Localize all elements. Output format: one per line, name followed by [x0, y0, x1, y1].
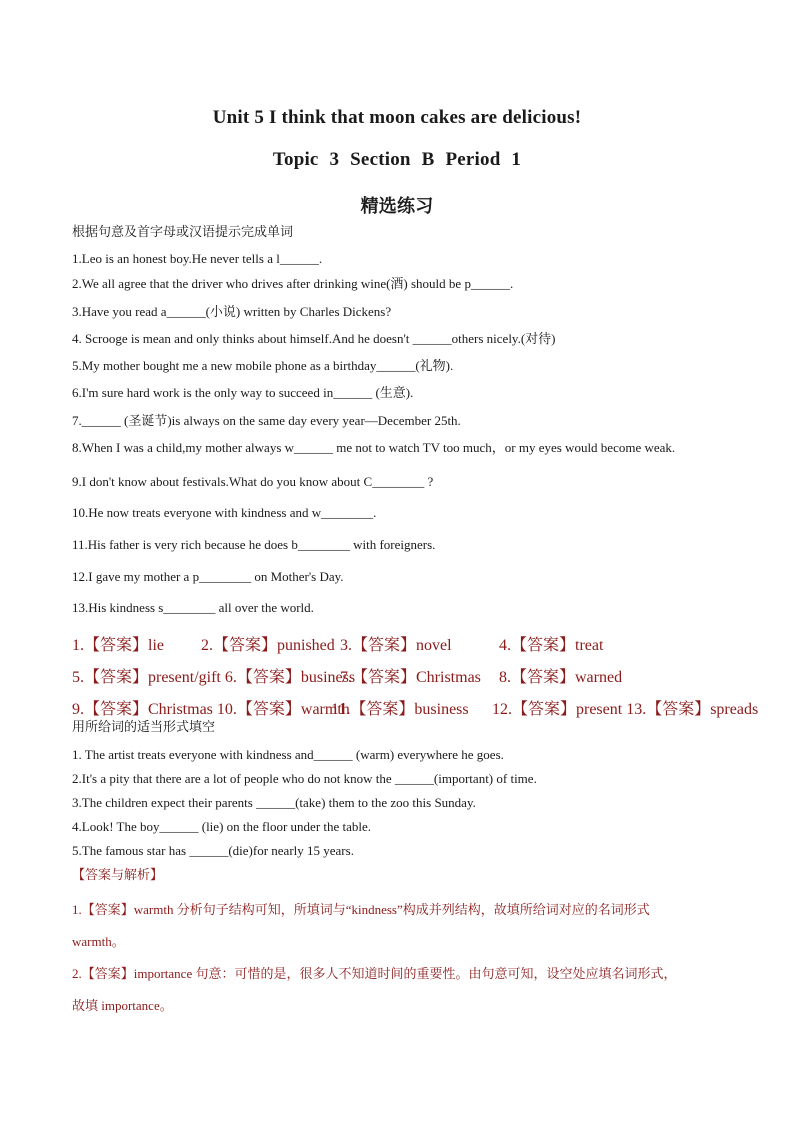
answer-text: 5.【答案】present/gift 6.【答案】business: [72, 669, 356, 686]
unit-title: Unit 5 I think that moon cakes are delicious!: [212, 107, 582, 128]
analysis-heading: 【答案与解析】: [72, 868, 164, 883]
exercise-item: 7.______ (圣诞节)is always on the same day every year—December 25th.: [72, 413, 461, 428]
exercise-item: 6.I'm sure hard work is the only way to succeed in______ (生意).: [72, 385, 414, 400]
section-title: 精选练习: [360, 196, 434, 217]
exercise-item: 1. The artist treats everyone with kindness and______ (warm) everywhere he goes.: [72, 747, 504, 762]
answer-text: 4.【答案】treat: [499, 637, 604, 654]
answer-text: 2.【答案】punished: [201, 637, 335, 654]
exercise-item: 10.He now treats everyone with kindness and w________.: [72, 505, 377, 520]
exercise-item: 5.My mother bought me a new mobile phone as a birthday______(礼物).: [72, 358, 454, 373]
exercise-item: 8.When I was a child,my mother always w______ me not to watch TV too much，or my eyes would become weak.: [72, 440, 676, 455]
exercise-item: 1.Leo is an honest boy.He never tells a l______.: [72, 251, 323, 266]
part2-heading: 用所给词的适当形式填空: [72, 720, 216, 735]
answer-text: 9.【答案】Christmas 10.【答案】warmth: [72, 701, 350, 718]
exercise-item: 2.We all agree that the driver who drives after drinking wine(酒) should be p______.: [72, 276, 514, 291]
exercise-item: 9.I don't know about festivals.What do you know about C________ ?: [72, 474, 434, 489]
topic-title: Topic 3 Section B Period 1: [272, 149, 522, 170]
exercise-item: 4. Scrooge is mean and only thinks about himself.And he doesn't ______others nicely.(对待): [72, 331, 556, 346]
answer-text: 3.【答案】novel: [340, 637, 452, 654]
analysis-text: 2.【答案】importance 句意：可惜的是，很多人不知道时间的重要性。由句意可知，设空处应填名词形式，: [72, 966, 677, 981]
exercise-item: 2.It's a pity that there are a lot of people who do not know the ______(important) of time.: [72, 771, 537, 786]
answer-text: 1.【答案】lie: [72, 637, 164, 654]
answer-text: 7.【答案】Christmas: [340, 669, 481, 686]
analysis-text: 1.【答案】warmth 分析句子结构可知，所填词与“kindness”构成并列结构，故填所给词对应的名词形式: [72, 902, 650, 917]
exercise-item: 4.Look! The boy______ (lie) on the floor under the table.: [72, 819, 372, 834]
part1-heading: 根据句意及首字母或汉语提示完成单词: [72, 225, 294, 240]
answer-text: 11.【答案】business: [331, 701, 469, 718]
analysis-text: warmth。: [72, 934, 125, 949]
answer-text: 8.【答案】warned: [499, 669, 623, 686]
exercise-item: 11.His father is very rich because he does b________ with foreigners.: [72, 537, 436, 552]
answer-text: 12.【答案】present 13.【答案】spreads: [492, 701, 759, 718]
exercise-item: 12.I gave my mother a p________ on Mother's Day.: [72, 569, 344, 584]
analysis-text: 故填 importance。: [72, 998, 173, 1013]
exercise-item: 3.The children expect their parents ______(take) them to the zoo this Sunday.: [72, 795, 476, 810]
exercise-item: 3.Have you read a______(小说) written by Charles Dickens?: [72, 304, 392, 319]
exercise-item: 5.The famous star has ______(die)for nearly 15 years.: [72, 843, 354, 858]
exercise-item: 13.His kindness s________ all over the world.: [72, 600, 314, 615]
